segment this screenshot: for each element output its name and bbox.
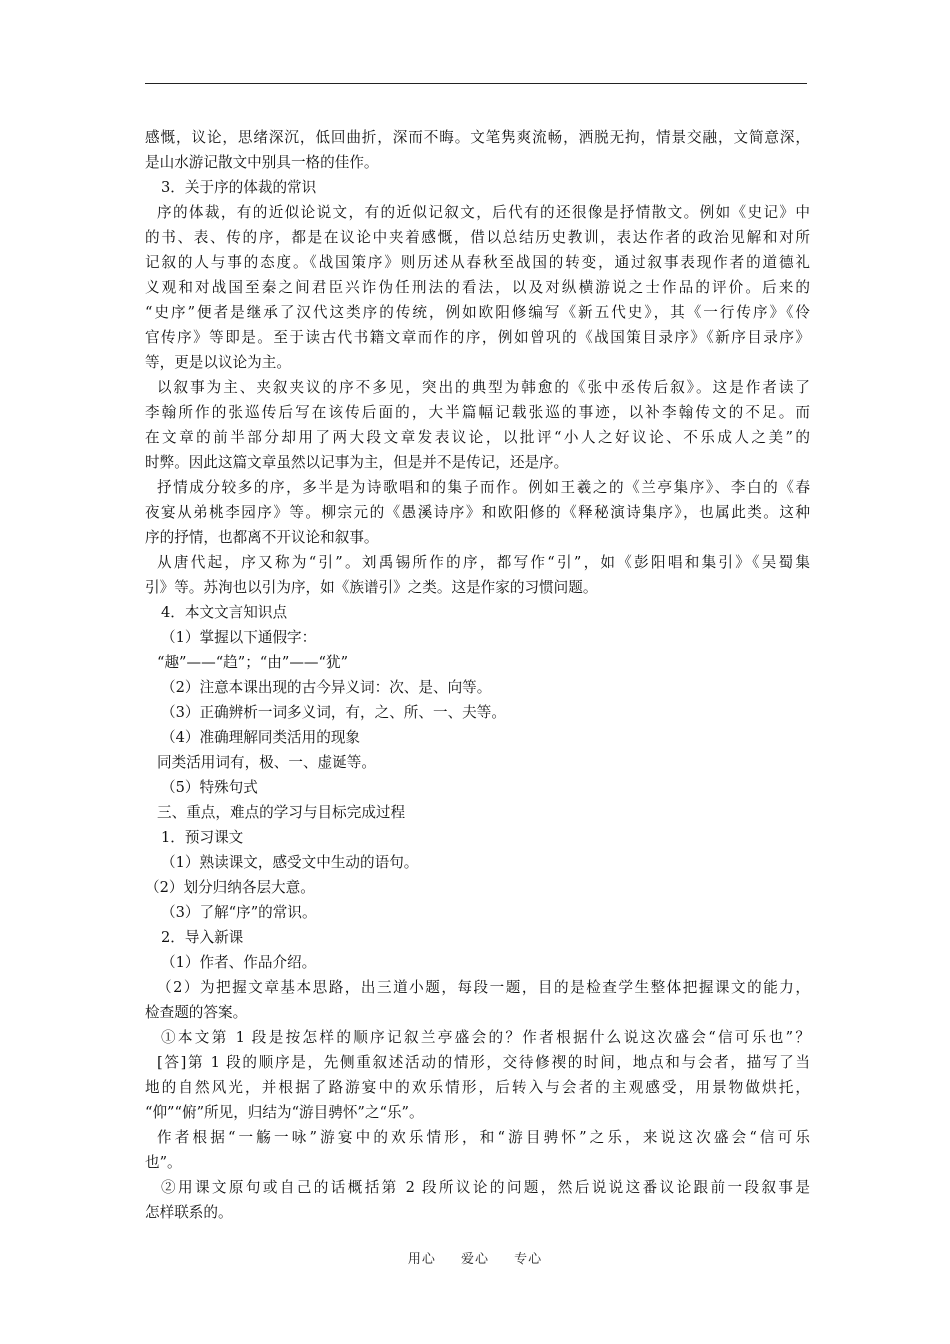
- text-line: 检查题的答案。: [145, 1004, 248, 1021]
- document-body: [145, 125, 810, 1225]
- text-line: 引》等。苏洵也以引为序，如《族谱引》之类。这是作家的习惯问题。: [145, 579, 598, 596]
- text-line: （1）作者、作品介绍。: [161, 954, 317, 971]
- text-line: 的书、表、传的序，都是在议论中夹着感慨，借以总结历史教训，表达作者的政治见解和对所: [145, 229, 810, 246]
- text-line: 序的抒情，也都离不开议论和叙事。: [145, 529, 379, 546]
- footer-text-1: 用心: [407, 1252, 436, 1267]
- text-line: 抒情成分较多的序，多半是为诗歌唱和的集子而作。例如王羲之的《兰亭集序》、李白的《春: [157, 479, 810, 496]
- text-line: ②用课文原句或自己的话概括第 2 段所议论的问题，然后说说这番议论跟前一段叙事是: [161, 1179, 810, 1196]
- text-line: “趣”——“趋”；“由”——“犹”: [157, 654, 349, 671]
- text-line: 是山水游记散文中别具一格的佳作。: [145, 154, 379, 171]
- text-line: 官传序》等即是。至于读古代书籍文章而作的序，例如曾巩的《战国策目录序》《新序目录序》: [145, 329, 810, 346]
- text-line: 李翰所作的张巡传后写在该传后面的，大半篇幅记载张巡的事迹，以补李翰传文的不足。而: [145, 404, 810, 421]
- text-line: 怎样联系的。: [145, 1204, 233, 1221]
- text-line: 也”。: [145, 1154, 182, 1171]
- text-line: （5）特殊句式: [161, 779, 258, 796]
- text-line: 时弊。因此这篇文章虽然以记事为主，但是并不是传记，还是序。: [145, 454, 569, 471]
- text-line: 同类活用词有，极、一、虚诞等。: [157, 754, 376, 771]
- text-line: ①本文第 1 段是按怎样的顺序记叙兰亭盛会的？作者根据什么说这次盛会“信可乐也”？: [161, 1029, 810, 1046]
- text-line: 1．预习课文: [161, 829, 244, 846]
- text-line: （3）了解“序”的常识。: [161, 904, 317, 921]
- text-line: 作者根据“一觞一咏”游宴中的欢乐情形，和“游目骋怀”之乐，来说这次盛会“信可乐: [157, 1129, 810, 1146]
- text-line: “仰”“俯”所见，归结为“游目骋怀”之“乐”。: [145, 1104, 424, 1121]
- text-line: [答]第 1 段的顺序是，先侧重叙述活动的情形，交待修禊的时间，地点和与会者，描写了当: [157, 1054, 810, 1071]
- text-line: （4）准确理解同类活用的现象: [161, 729, 361, 746]
- text-line: （1）熟读课文，感受文中生动的语句。: [161, 854, 419, 871]
- text-line: （2）划分归纳各层大意。: [145, 879, 315, 896]
- page-footer: [0, 1248, 950, 1267]
- text-line: （3）正确辨析一词多义词，有，之、所、一、夫等。: [161, 704, 506, 721]
- text-line: 义观和对战国至秦之间君臣兴诈伪任刑法的看法，以及对纵横游说之士作品的评价。后来的: [145, 279, 810, 296]
- text-line: 夜宴从弟桃李园序》等。柳宗元的《愚溪诗序》和欧阳修的《释秘演诗集序》，也属此类。这种: [145, 504, 810, 521]
- header-rule: [145, 83, 807, 84]
- text-line: 从唐代起，序又称为“引”。刘禹锡所作的序，都写作“引”，如《彭阳唱和集引》《吴蜀集: [157, 554, 810, 571]
- text-line: 4．本文文言知识点: [161, 604, 288, 621]
- text-line: （1）掌握以下通假字：: [161, 629, 317, 646]
- text-line: 3．关于序的体裁的常识: [161, 179, 317, 196]
- text-line: 在文章的前半部分却用了两大段文章发表议论，以批评“小人之好议论、不乐成人之美”的: [145, 429, 810, 446]
- text-line: 地的自然风光，并根据了路游宴中的欢乐情形，后转入与会者的主观感受，用景物做烘托，: [145, 1079, 810, 1096]
- text-line: （2）为把握文章基本思路，出三道小题，每段一题，目的是检查学生整体把握课文的能力，: [157, 979, 810, 996]
- text-line: 感慨，议论，思绪深沉，低回曲折，深而不晦。文笔隽爽流畅，洒脱无拘，情景交融，文简意深，: [145, 129, 810, 146]
- text-line: 等，更是以议论为主。: [145, 354, 291, 371]
- text-line: 三、重点，难点的学习与目标完成过程: [157, 804, 406, 821]
- text-line: 序的体裁，有的近似论说文，有的近似记叙文，后代有的还很像是抒情散文。例如《史记》中: [157, 204, 810, 221]
- text-line: 以叙事为主、夹叙夹议的序不多见，突出的典型为韩愈的《张中丞传后叙》。这是作者读了: [157, 379, 810, 396]
- text-line: （2）注意本课出现的古今异义词：次、是、向等。: [161, 679, 492, 696]
- footer-text-2: 爱心: [460, 1252, 489, 1267]
- text-line: 记叙的人与事的态度。《战国策序》则历述从春秋至战国的转变，通过叙事表现作者的道德礼: [145, 254, 810, 271]
- footer-text-3: 专心: [514, 1252, 543, 1267]
- text-line: 2．导入新课: [161, 929, 244, 946]
- text-line: “史序”便者是继承了汉代这类序的传统，例如欧阳修编写《新五代史》，其《一行传序》《伶: [145, 304, 810, 321]
